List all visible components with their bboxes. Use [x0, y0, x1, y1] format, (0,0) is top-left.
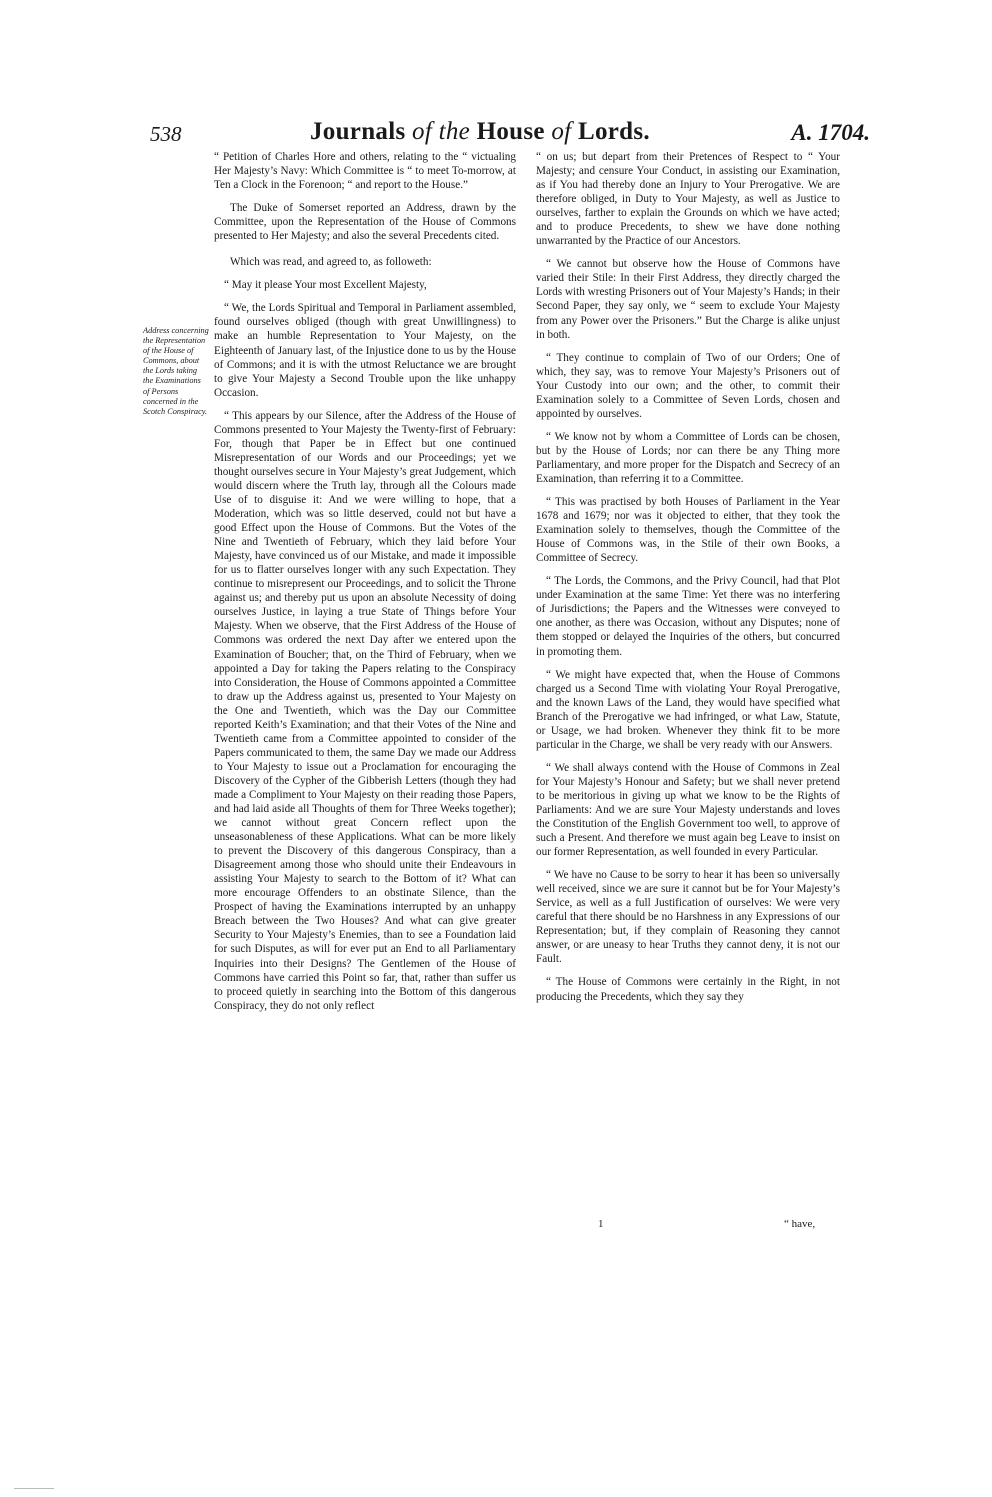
catchword: “ have, [784, 1218, 816, 1230]
paragraph: “ We might have expected that, when the House of Commons charged us a Second Time with violating Your Royal Prerogative, and the known Laws of the Land, they would have specified what Branch of the Prerogative we had infringed, or what Law, Statute, or Usage, we had broken. Whenever they think fit to be more particular in the Charge, we shall be very ready with our Answers. [536, 668, 840, 751]
title-word-lords: Lords. [577, 118, 650, 145]
salutation: “ May it please Your most Excellent Majesty, [224, 279, 427, 292]
page-number: 538 [150, 122, 182, 146]
scan-edge-mark [14, 1488, 54, 1489]
title-of: of [551, 118, 578, 145]
paragraph: “ We shall always contend with the House of Commons in Zeal for Your Majesty’s Honour and Safety; but we shall never pretend to be meritorious in giving up what we know to be the Rights of Parliaments: And we are sure Your Majesty understands and loves the Constitution of the English Government too well, to approve of such a Present. And therefore we must again beg Leave to insist on our former Representation, as well founded in every Particular. [536, 761, 840, 859]
paragraph: The Duke of Somerset reported an Address, drawn by the Committee, upon the Representation of the House of Commons presented to Her Majesty; and also the several Precedents cited. [214, 202, 516, 243]
paragraph: “ The Lords, the Commons, and the Privy Council, had that Plot under Examination at the same Time: Yet there was no interfering of Jurisdictions; the Papers and the Witnesses were conveyed to one another, as there was Occasion, without any Disputes; none of them stopped or delayed the Inquiries of the others, but concurred in promoting them. [536, 575, 840, 658]
title-word-house: House [476, 118, 552, 145]
paragraph: “ on us; but depart from their Pretences of Respect to “ Your Majesty; and censure Your Conduct, in assisting our Examination, as if You had thereby done an Injury to Your Prerogative. We are therefore obliged, in Duty to Your Majesty, as well as Justice to ourselves, farther to explain the Grounds on which we have acted; and to produce Precedents, to shew we have done nothing unwarranted by the Practice of our Ancestors. [536, 151, 840, 248]
left-column [214, 150, 516, 1022]
paragraph: “ Petition of Charles Hore and others, relating to the “ victualing Her Majesty’s Navy: Which Committee is “ to meet To-morrow, at Ten a Clock in the Forenoon; “ and report to the House.” [214, 151, 516, 192]
signature-mark: 1 [598, 1218, 604, 1230]
margin-note: Address concerning the Representation of the House of Commons, about the Lords taking the Examinations of Persons concerned in the Scotch Conspiracy. [143, 326, 209, 416]
paragraph: “ We know not by whom a Committee of Lords can be chosen, but by the House of Lords; nor can there be any Thing more Parliamentary, and more proper for the Dispatch and Secrecy of an Examination, than referring it to a Committee. [536, 430, 840, 485]
year-label: A. 1704. [791, 120, 870, 145]
paragraph: “ The House of Commons were certainly in the Right, in not producing the Precedents, which they say they [536, 976, 840, 1003]
paragraph: “ They continue to complain of Two of our Orders; One of which, they say, was to remove Your Majesty’s Prisoners out of Your Custody into our own; and the other, to commit their Examination solely to a Committee of Seven Lords, chosen and appointed by ourselves. [536, 351, 840, 420]
page-header [150, 118, 870, 152]
paragraph: “ We, the Lords Spiritual and Temporal in Parliament assembled, found ourselves obliged (though with great Unwillingness) to make an humble Representation to Your Majesty, on the Eighteenth of January last, of the Injustice done to us by the House of Commons; and it is with the utmost Reluctance we are brought to give Your Majesty a Second Trouble upon the like unhappy Occasion. [214, 302, 516, 399]
paragraph: “ We have no Cause to be sorry to hear it has been so universally well received, since we are sure it cannot but be for Your Majesty’s Service, as well as a full Justification of ourselves: We were very careful that there should be no Harshness in any Expressions of our Representation; but, if they complain of Reasoning they cannot answer, or are uneasy to hear Truths they cannot deny, it is not our Fault. [536, 869, 840, 966]
paragraph: “ This was practised by both Houses of Parliament in the Year 1678 and 1679; nor was it objected to either, that they took the Examination solely to themselves, though the Committee of the House of Commons was, in the Stile of their own Books, a Committee of Secrecy. [536, 496, 840, 565]
right-column [536, 150, 840, 1013]
title-of-the: of the [412, 118, 477, 145]
paragraph: “ This appears by our Silence, after the Address of the House of Commons presented to Your Majesty the Twenty-first of February: For, though that Paper be in Effect but one continued Misrepresentation of our Words and our Proceedings; yet we thought ourselves secure in Your Majesty’s great Judgement, which would discern where the Truth lay, through all the Colours made Use of to disguise it: And we were willing to hope, that a Moderation, which was so little deserved, could not but have a good Effect upon the House of Commons. But the Votes of the Nine and Twentieth of February, which they laid before Your Majesty, have convinced us of our Mistake, and made it impossible for us to flatter ourselves longer with any such Expectation. They continue to misrepresent our Proceedings, and to solicit the Throne against us; and thereby put us upon an absolute Necessity of doing ourselves Justice, in laying a true State of Things before Your Majesty. When we observe, that the First Address of the House of Commons was ordered the next Day after we entered upon the Examination of Boucher; that, on the Third of February, when we appointed a Day for taking the Papers relating to the Conspiracy into Consideration, the House of Commons appointed a Committee to draw up the Address against us, presented to Your Majesty on the One and Twentieth, which was the Day our Committee reported Keith’s Examination; and that their Votes of the Nine and Twentieth came from a Committee appointed to consider of the Papers communicated to them, the same Day we made our Address to Your Majesty to issue out a Proclamation for encouraging the Discovery of the Cypher of the Gibberish Letters (though they had made a Compliment to Your Majesty on their reading those Papers, and had laid aside all Thoughts of them for Three Weeks together); we cannot without great Concern reflect upon the unseasonableness of these Applications. What can be more likely to prevent the Discovery of this dangerous Conspiracy, than a Disagreement among those who should unite their Endeavours in assisting Your Majesty to search to the Bottom of it? What can more encourage Offenders to an obstinate Silence, than the Prospect of having the Examinations interrupted by an unhappy Breach between the Two Houses? And what can give greater Security to Your Majesty’s Enemies, than to see a Foundation laid for such Disputes, as will for ever put an End to all Parliamentary Inquiries into their Designs? The Gentlemen of the House of Commons have carried this Point so far, that, rather than suffer us to proceed quietly in searching into the Bottom of this dangerous Conspiracy, they do not only reflect [214, 409, 517, 1012]
running-title [310, 118, 650, 146]
paragraph: “ We cannot but observe how the House of Commons have varied their Stile: In their First Address, they directly charged the Lords with wresting Prisoners out of Your Majesty’s Hands; in their Second Paper, they say only, we “ seem to exclude Your Majesty from any Power over the Prisoners.” But the Charge is alike unjust in both. [536, 258, 840, 341]
title-word-journals: Journals [310, 118, 413, 145]
paragraph: Which was read, and agreed to, as followeth: [230, 256, 432, 269]
